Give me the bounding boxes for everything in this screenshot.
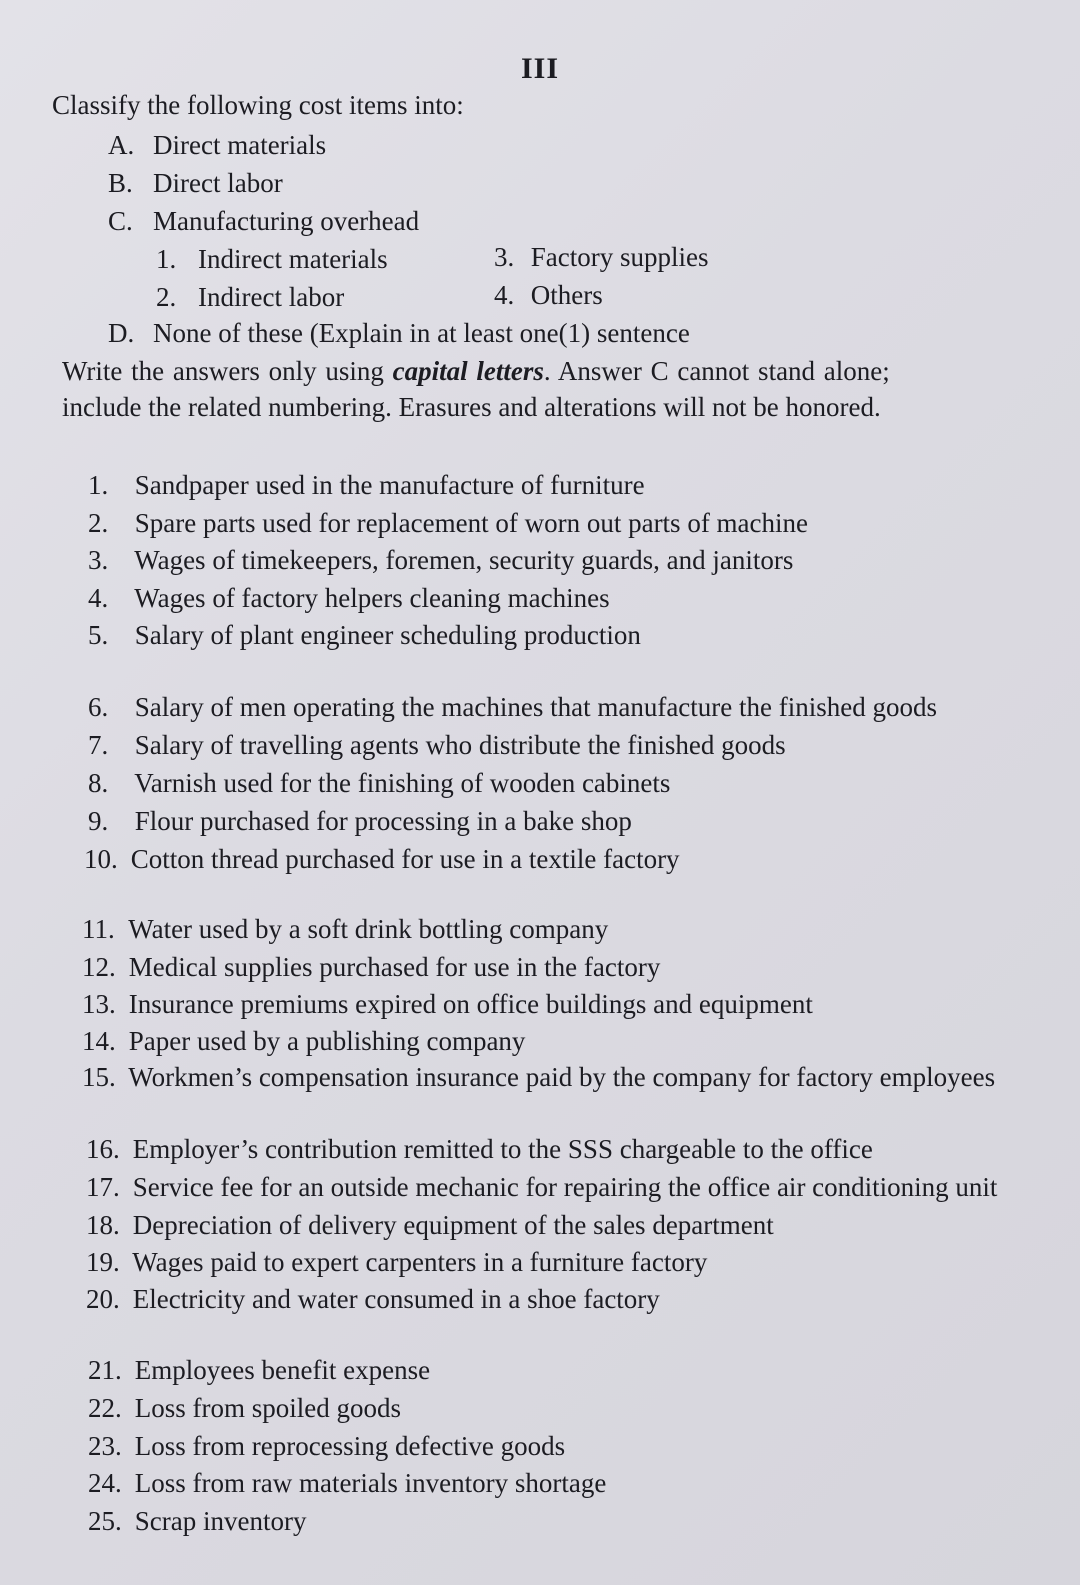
question-text: Water used by a soft drink bottling company — [128, 914, 609, 944]
sub-option-2 — [156, 282, 344, 313]
question-number: 10. — [84, 844, 118, 874]
question-item — [88, 1355, 430, 1386]
question-text: Wages paid to expert carpenters in a furniture factory — [132, 1247, 708, 1277]
question-item — [88, 1468, 606, 1499]
question-item — [82, 989, 813, 1020]
option-text: None of these (Explain in at least one(1) sentence — [153, 318, 690, 348]
section-number: III — [520, 52, 560, 85]
question-item — [88, 545, 793, 576]
question-number: 6. — [88, 692, 109, 722]
question-item — [88, 620, 641, 651]
question-text: Workmen’s compensation insurance paid by the company for factory employees — [128, 1062, 996, 1092]
question-number: 20. — [86, 1284, 120, 1314]
option-b — [108, 168, 283, 199]
question-text: Varnish used for the finishing of wooden cabinets — [134, 768, 671, 798]
question-item — [88, 1431, 565, 1462]
option-d — [108, 318, 690, 349]
question-item — [82, 1062, 995, 1093]
sub-option-number: 2. — [156, 282, 177, 312]
question-number: 23. — [88, 1431, 122, 1461]
question-number: 2. — [88, 508, 109, 538]
question-number: 18. — [86, 1210, 120, 1240]
instructions-text: Write the answers only using — [62, 356, 384, 386]
question-number: 13. — [82, 989, 116, 1019]
question-number: 25. — [88, 1506, 122, 1536]
sub-option-text: Indirect labor — [198, 282, 345, 312]
sub-option-text: Factory supplies — [530, 242, 709, 272]
option-text: Direct labor — [153, 168, 283, 198]
question-item — [88, 692, 937, 723]
question-number: 17. — [86, 1172, 120, 1202]
sub-option-number: 1. — [156, 244, 177, 274]
question-number: 12. — [82, 952, 116, 982]
question-text: Wages of factory helpers cleaning machines — [134, 583, 610, 613]
question-number: 16. — [86, 1134, 120, 1164]
question-number: 7. — [88, 730, 109, 760]
question-text: Scrap inventory — [134, 1506, 307, 1536]
question-number: 14. — [82, 1026, 116, 1056]
sub-option-number: 4. — [494, 280, 515, 310]
option-letter: C. — [108, 206, 133, 236]
instructions-emphasis: capital letters — [392, 356, 544, 386]
question-text: Cotton thread purchased for use in a textile factory — [130, 844, 680, 874]
question-text: Wages of timekeepers, foremen, security guards, and janitors — [134, 545, 794, 575]
question-item — [82, 952, 660, 983]
question-text: Spare parts used for replacement of worn out parts of machine — [134, 508, 809, 538]
option-letter: A. — [108, 130, 135, 160]
question-number: 3. — [88, 545, 109, 575]
question-item — [86, 1172, 997, 1203]
question-number: 5. — [88, 620, 109, 650]
intro-text: Classify the following cost items into: — [52, 90, 464, 120]
question-item — [88, 1506, 306, 1537]
question-item — [82, 1026, 525, 1057]
question-text: Medical supplies purchased for use in the factory — [128, 952, 661, 982]
question-text: Insurance premiums expired on office buildings and equipment — [128, 989, 813, 1019]
question-text: Flour purchased for processing in a bake shop — [134, 806, 632, 836]
question-text: Service fee for an outside mechanic for repairing the office air conditioning unit — [132, 1172, 998, 1202]
question-text: Salary of men operating the machines that manufacture the finished goods — [134, 692, 937, 722]
question-text: Salary of plant engineer scheduling production — [134, 620, 641, 650]
question-text: Depreciation of delivery equipment of the sales department — [132, 1210, 774, 1240]
question-text: Electricity and water consumed in a shoe factory — [132, 1284, 660, 1314]
question-item — [84, 844, 680, 875]
question-number: 11. — [82, 914, 115, 944]
question-number: 22. — [88, 1393, 122, 1423]
question-item — [86, 1247, 707, 1278]
instructions-text: . Answer C cannot stand alone; — [543, 356, 890, 386]
question-text: Loss from raw materials inventory shortage — [134, 1468, 607, 1498]
sub-option-1 — [156, 244, 388, 275]
question-item — [88, 583, 610, 614]
question-number: 8. — [88, 768, 109, 798]
question-item — [86, 1210, 774, 1241]
question-text: Employer’s contribution remitted to the SSS chargeable to the office — [132, 1134, 873, 1164]
question-text: Sandpaper used in the manufacture of furniture — [134, 470, 645, 500]
option-letter: B. — [108, 168, 133, 198]
option-a — [108, 130, 326, 161]
question-text: Loss from spoiled goods — [134, 1393, 401, 1423]
question-number: 4. — [88, 583, 109, 613]
question-item — [86, 1134, 873, 1165]
question-text: Paper used by a publishing company — [128, 1026, 526, 1056]
sub-option-text: Others — [530, 280, 603, 310]
question-number: 21. — [88, 1355, 122, 1385]
option-text: Manufacturing overhead — [153, 206, 420, 236]
question-item — [88, 470, 645, 501]
question-text: Loss from reprocessing defective goods — [134, 1431, 566, 1461]
question-item — [86, 1284, 660, 1315]
question-number: 24. — [88, 1468, 122, 1498]
question-number: 9. — [88, 806, 109, 836]
option-letter: D. — [108, 318, 135, 348]
question-item — [88, 768, 670, 799]
question-item — [88, 806, 632, 837]
option-c — [108, 206, 419, 237]
question-number: 15. — [82, 1062, 116, 1092]
question-text: Employees benefit expense — [134, 1355, 431, 1385]
option-text: Direct materials — [153, 130, 327, 160]
instructions-line-1 — [62, 356, 890, 387]
question-item — [88, 1393, 401, 1424]
sub-option-4 — [494, 280, 603, 311]
instructions-line-2: include the related numbering. Erasures and alterations will not be honored. — [62, 392, 881, 422]
question-item — [88, 508, 808, 539]
sub-option-number: 3. — [494, 242, 515, 272]
question-item — [82, 914, 608, 945]
sub-option-text: Indirect materials — [198, 244, 388, 274]
question-number: 19. — [86, 1247, 120, 1277]
sub-option-3 — [494, 242, 708, 273]
question-item — [88, 730, 786, 761]
question-text: Salary of travelling agents who distribute the finished goods — [134, 730, 786, 760]
question-number: 1. — [88, 470, 109, 500]
